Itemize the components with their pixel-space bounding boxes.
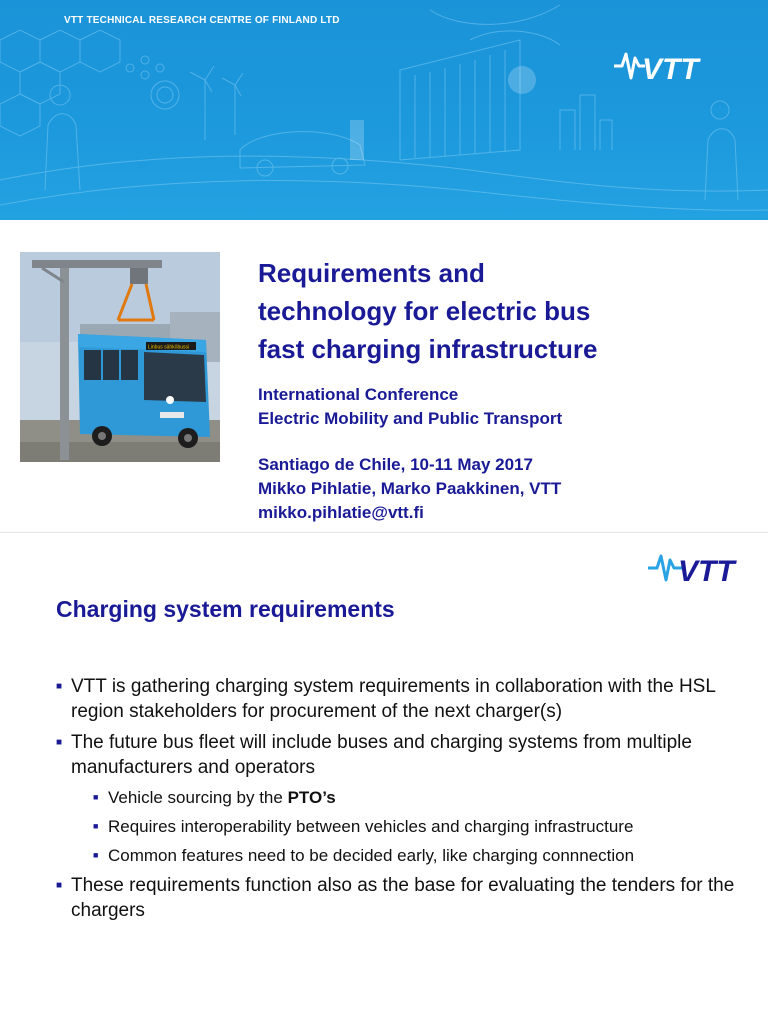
bus-charging-photo — [20, 252, 220, 462]
bullet-text: These requirements function also as the base for evaluating the tenders for the chargers — [71, 875, 735, 921]
slide-title: Charging system requirements — [56, 596, 395, 622]
bullet-square-icon: ■ — [93, 821, 99, 831]
contact-email: mikko.pihlatie@vtt.fi — [258, 503, 424, 522]
authors: Mikko Pihlatie, Marko Paakkinen, VTT — [258, 479, 562, 498]
sub-bullet-list — [56, 786, 746, 867]
bullet-item — [56, 730, 746, 780]
vtt-logo-text: VTT — [678, 555, 735, 586]
bullet-square-icon: ■ — [93, 850, 99, 860]
bullet-item — [56, 873, 746, 923]
bullet-square-icon: ■ — [56, 880, 63, 891]
sub-bullet-text: Vehicle sourcing by the — [108, 788, 288, 807]
bullet-text: The future bus fleet will include buses and charging systems from multiple manufacturers and operators — [71, 732, 692, 778]
city-illustration — [0, 0, 768, 220]
bus-destination-sign: Linbus sähköbussi — [148, 344, 190, 351]
sub-bullet-emphasis: PTO’s — [287, 788, 336, 807]
organization-name: VTT TECHNICAL RESEARCH CENTRE OF FINLAND LTD — [64, 15, 340, 26]
sub-bullet-item — [93, 815, 746, 838]
vtt-logo-icon — [646, 548, 750, 586]
title-line: technology for electric bus — [258, 296, 591, 326]
electric-bus-charging-icon — [20, 252, 220, 462]
bullet-text: VTT is gathering charging system requirements in collaboration with the HSL region stakeholders for procurement of the next charger(s) — [71, 676, 716, 722]
vtt-logo-text: VTT — [642, 53, 699, 84]
presentation-title — [258, 254, 728, 368]
conference-line: Electric Mobility and Public Transport — [258, 409, 563, 428]
bullet-square-icon: ■ — [56, 737, 63, 748]
event-location-date: Santiago de Chile, 10-11 May 2017 — [258, 455, 533, 474]
conference-info — [258, 383, 728, 431]
title-line: Requirements and — [258, 258, 485, 288]
header-banner — [0, 0, 768, 220]
title-line: fast charging infrastructure — [258, 334, 598, 364]
conference-line: International Conference — [258, 385, 459, 404]
sub-bullet-item — [93, 844, 746, 867]
bullet-square-icon: ■ — [93, 792, 99, 802]
sub-bullet-text: Common features need to be decided early, like charging connnection — [108, 846, 635, 865]
slide-divider — [0, 532, 768, 533]
event-details — [258, 453, 728, 525]
bullet-list — [56, 674, 746, 929]
bullet-item — [56, 674, 746, 724]
sub-bullet-text: Requires interoperability between vehicles and charging infrastructure — [108, 817, 634, 836]
bullet-square-icon: ■ — [56, 681, 63, 692]
vtt-logo-icon — [612, 44, 710, 84]
sub-bullet-item — [93, 786, 746, 809]
